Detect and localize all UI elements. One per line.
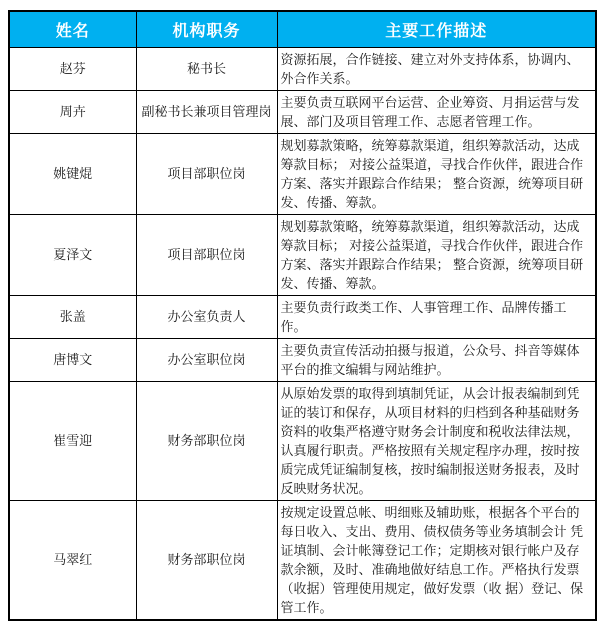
table-row [9, 338, 596, 381]
staff-name: 周卉 [9, 90, 136, 133]
staff-position: 项目部职位岗 [136, 133, 277, 214]
staff-name: 张盖 [9, 295, 136, 338]
staff-name: 崔雪迎 [9, 381, 136, 500]
staff-position: 秘书长 [136, 47, 277, 90]
column-header-position: 机构职务 [136, 11, 277, 47]
staff-description: 规划募款策略，统筹募款渠道，组织筹款活动，达成筹款目标； 对接公益渠道，寻找合作伙伴，跟进合作方案、落实并跟踪合作结果； 整合资源，统筹项目研发、传播、筹款。 [277, 214, 596, 295]
header-row [9, 11, 596, 47]
table-body [9, 47, 596, 620]
staff-position: 办公室负责人 [136, 295, 277, 338]
staff-name: 姚键焜 [9, 133, 136, 214]
table-row [9, 47, 596, 90]
staff-position: 办公室职位岗 [136, 338, 277, 381]
staff-description: 按规定设置总帐、明细账及辅助账，根据各个平台的每日收入、支出、费用、债权债务等业务填制会计 凭证填制、会计帐簿登记工作；定期核对银行帐户及存款余额，及时、准确地做好结息工作。严格执行发票（收据）管理使用规定，做好发票（收 据）登记、保管工作。 [277, 500, 596, 620]
staff-description: 主要负责宣传活动拍摄与报道，公众号、抖音等媒体平台的推文编辑与网站维护。 [277, 338, 596, 381]
staff-name: 马翠红 [9, 500, 136, 620]
table-row [9, 500, 596, 620]
table-row [9, 214, 596, 295]
staff-description: 主要负责行政类工作、人事管理工作、品牌传播工作。 [277, 295, 596, 338]
staff-description: 规划募款策略，统筹募款渠道，组织筹款活动，达成筹款目标； 对接公益渠道，寻找合作伙伴，跟进合作方案、落实并跟踪合作结果； 整合资源，统筹项目研发、传播、筹款。 [277, 133, 596, 214]
staff-name: 赵芬 [9, 47, 136, 90]
table-row [9, 90, 596, 133]
staff-position: 项目部职位岗 [136, 214, 277, 295]
table-row [9, 295, 596, 338]
staff-table [8, 10, 597, 621]
staff-position: 财务部职位岗 [136, 500, 277, 620]
staff-name: 唐博文 [9, 338, 136, 381]
table-row [9, 381, 596, 500]
staff-description: 主要负责互联网平台运营、企业筹资、月捐运营与发展、部门及项目管理工作、志愿者管理工作。 [277, 90, 596, 133]
staff-position: 财务部职位岗 [136, 381, 277, 500]
staff-description: 从原始发票的取得到填制凭证，从会计报表编制到凭证的装订和保存，从项目材料的归档到各种基础财务资料的收集严格遵守财务会计制度和税收法律法规，认真履行职责。严格按照有关规定程序办理，按时按质完成凭证编制复核，按时编制报送财务报表，及时反映财务状况。 [277, 381, 596, 500]
column-header-description: 主要工作描述 [277, 11, 596, 47]
column-header-name: 姓名 [9, 11, 136, 47]
staff-name: 夏泽文 [9, 214, 136, 295]
staff-position: 副秘书长兼项目管理岗 [136, 90, 277, 133]
table-row [9, 133, 596, 214]
staff-description: 资源拓展，合作链接、建立对外支持体系，协调内、外合作关系。 [277, 47, 596, 90]
